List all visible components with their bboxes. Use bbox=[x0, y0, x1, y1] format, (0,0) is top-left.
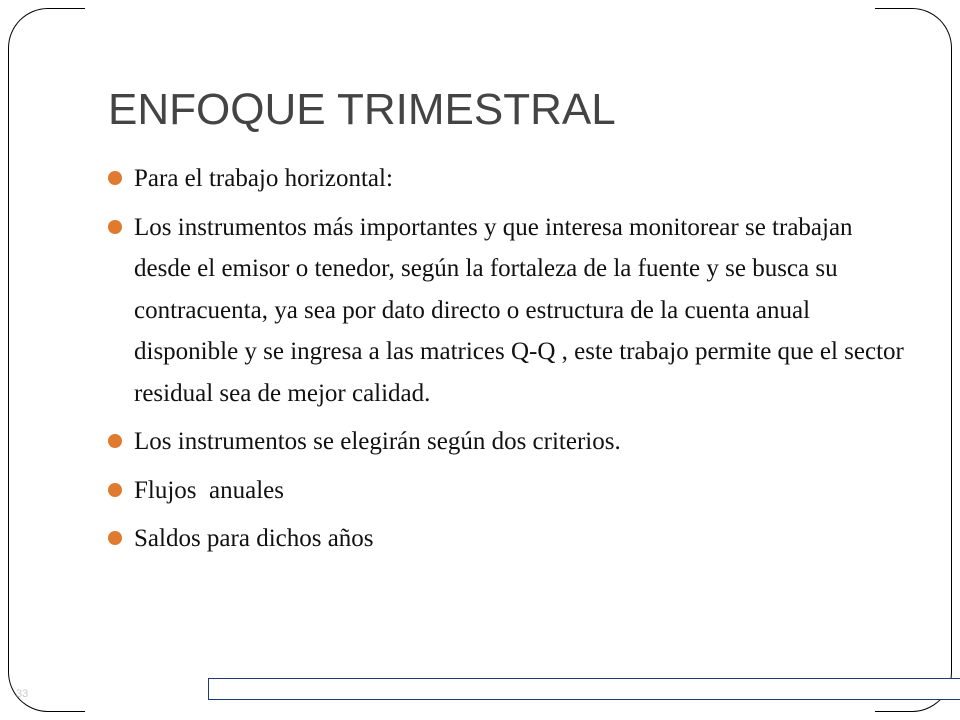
bullet-dot-icon bbox=[108, 531, 122, 545]
bullet-dot-icon bbox=[108, 220, 122, 234]
footer-bar bbox=[208, 678, 960, 700]
frame-corner-top-left bbox=[8, 8, 85, 129]
bullet-dot-icon bbox=[108, 483, 122, 497]
bullet-dot-icon bbox=[108, 434, 122, 448]
bullet-list bbox=[108, 158, 908, 567]
bullet-text: Los instrumentos se elegirán según dos criterios. bbox=[134, 428, 621, 455]
bullet-dot-icon bbox=[108, 171, 122, 185]
slide-title: ENFOQUE TRIMESTRAL bbox=[108, 85, 616, 134]
frame-corner-top-right bbox=[875, 8, 952, 129]
frame-edge-left bbox=[8, 120, 9, 600]
slide-number: 33 bbox=[16, 688, 29, 700]
bullet-item bbox=[108, 421, 908, 463]
bullet-text: Los instrumentos más importantes y que interesa monitorear se trabajan desde el emisor o tenedor, según la fortaleza de la fuente y se busca su contracuenta, ya sea por dato directo o estructura de la cuenta anual disponible y se ingresa a las matrices Q-Q , este trabajo permite que el sector residual sea de mejor calidad. bbox=[134, 213, 904, 407]
frame-edge-right bbox=[951, 120, 952, 600]
bullet-item bbox=[108, 158, 908, 200]
bullet-text: Para el trabajo horizontal: bbox=[134, 165, 393, 192]
bullet-text: Flujos anuales bbox=[134, 476, 284, 504]
bullet-item bbox=[108, 518, 908, 560]
bullet-item bbox=[108, 470, 908, 512]
bullet-item bbox=[108, 207, 908, 415]
bullet-text: Saldos para dichos años bbox=[134, 525, 374, 552]
